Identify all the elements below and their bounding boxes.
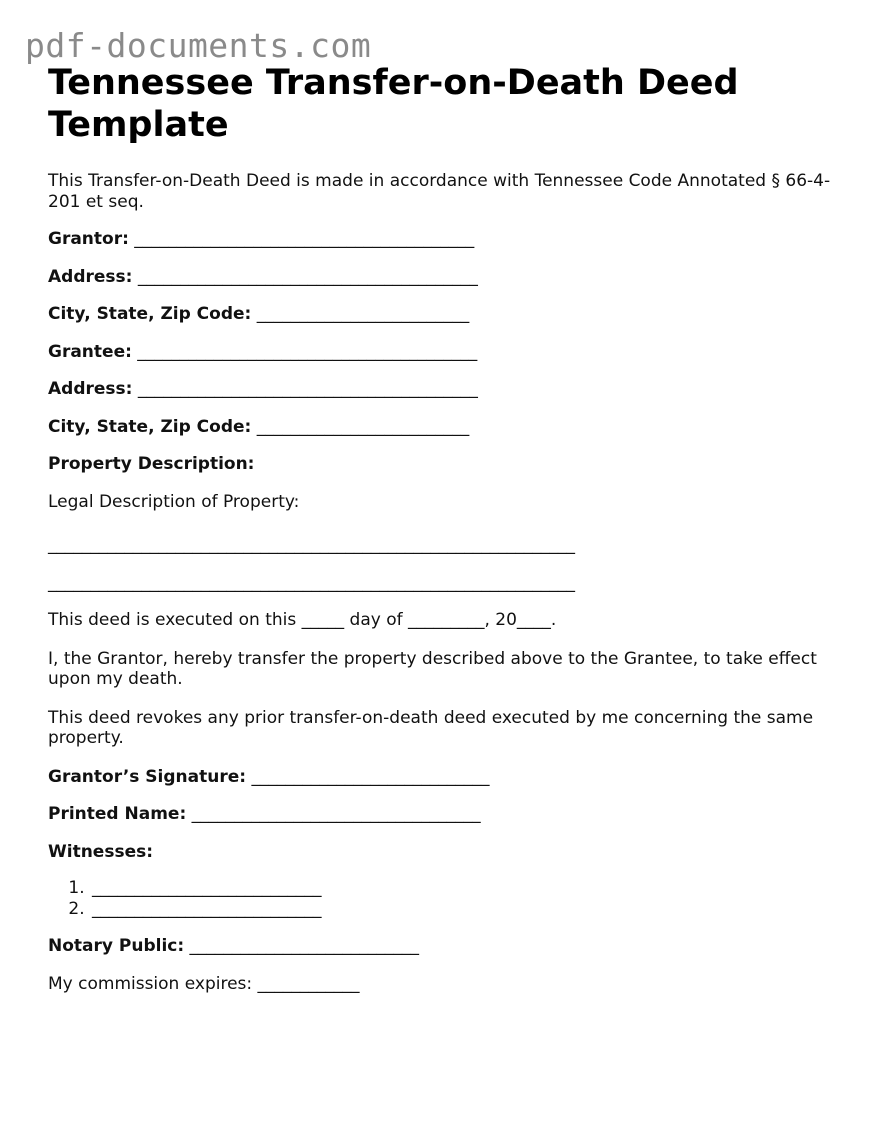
notary-blank: ___________________________ <box>184 936 420 956</box>
property-heading-text: Property Description: <box>48 454 255 474</box>
signature-blank: ____________________________ <box>246 766 490 787</box>
intro-paragraph: This Transfer-on-Death Deed is made in accordance with Tennessee Code Annotated § 66-4-201 et seq. <box>48 171 831 212</box>
legal-description-line-2: ______________________________________________________________ <box>48 572 575 593</box>
grantee-field <box>48 342 838 363</box>
revocation-statement: This deed revokes any prior transfer-on-death deed executed by me concerning the same property. <box>48 707 819 748</box>
grantor-address-field <box>48 267 838 288</box>
transfer-statement: I, the Grantor, hereby transfer the property described above to the Grantee, to take effect upon my death. <box>48 648 823 689</box>
grantor-address-blank: ________________________________________ <box>132 266 478 287</box>
property-heading <box>48 454 838 475</box>
witnesses-heading <box>48 842 838 863</box>
grantor-label: Grantor: <box>48 229 129 249</box>
grantee-city-field <box>48 417 838 438</box>
notary-field <box>48 936 838 957</box>
witnesses-heading-text: Witnesses: <box>48 841 154 862</box>
witness-list <box>48 878 838 919</box>
execution-date-text: This deed is executed on this _____ day of _________, 20____. <box>48 610 557 630</box>
grantor-signature-field <box>48 767 838 788</box>
legal-description-label: Legal Description of Property: <box>48 491 300 512</box>
notary-label: Notary Public: <box>48 936 185 956</box>
grantee-city-label: City, State, Zip Code: <box>48 416 252 437</box>
printed-name-blank: __________________________________ <box>186 804 481 824</box>
grantee-address-blank: ________________________________________ <box>132 379 478 399</box>
printed-name-label: Printed Name: <box>48 804 187 824</box>
printed-name-field <box>48 804 838 825</box>
signature-label: Grantor’s Signature: <box>48 766 247 787</box>
watermark: pdf-documents.com <box>25 26 372 65</box>
document-body <box>48 62 838 994</box>
grantor-blank: ________________________________________ <box>128 229 475 249</box>
commission-expiry-text: My commission expires: ____________ <box>48 973 360 994</box>
grantee-label: Grantee: <box>48 341 132 362</box>
grantee-address-field <box>48 379 838 400</box>
grantor-address-label: Address: <box>48 266 133 287</box>
document-title: Tennessee Transfer-on-Death Deed Template <box>48 63 739 145</box>
witness-line-2: 2. ___________________________ <box>90 899 838 920</box>
grantee-address-label: Address: <box>48 379 133 399</box>
grantor-city-field <box>48 304 838 325</box>
legal-description-line-1: ______________________________________________________________ <box>48 535 575 555</box>
grantor-field <box>48 229 838 250</box>
grantor-city-blank: _________________________ <box>251 304 470 324</box>
grantor-city-label: City, State, Zip Code: <box>48 304 252 324</box>
grantee-city-blank: _________________________ <box>251 416 470 437</box>
witness-line-1: 1. ___________________________ <box>90 878 838 899</box>
grantee-blank: ________________________________________ <box>131 341 478 362</box>
